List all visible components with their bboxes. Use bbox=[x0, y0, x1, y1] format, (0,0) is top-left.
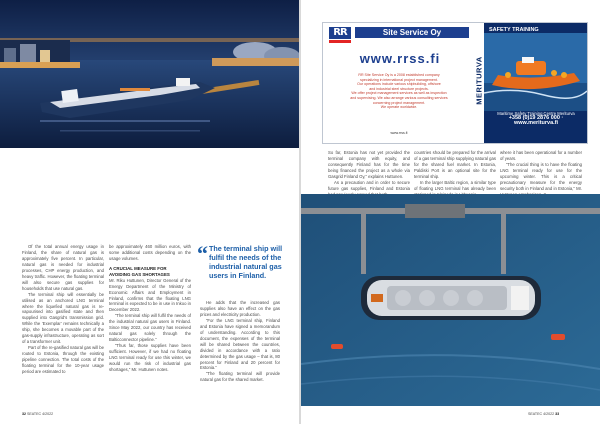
rr-logo-strip bbox=[329, 40, 351, 43]
paragraph: “The floating terminal will provide natural gas for the shared market. bbox=[200, 371, 280, 383]
pull-quote-text: The terminal ship will fulfil the needs of the industrial natural gas users in Finland. bbox=[209, 244, 283, 280]
lng-ship-aerial-photo bbox=[301, 194, 600, 406]
paragraph: Of the total annual energy usage in Finland, the share of natural gas is approximately five percent. In particular, natural gas is needed for industrial processes, CHP energy production, and heavy traffic. However, the floating terminal will also secure gas supplies for households that use natural gas. bbox=[22, 244, 104, 291]
paragraph: “The terminal ship will fulfil the needs of the industrial natural gas users in Finland. Since May 2022, our country has received natural gas solely through the Balticconnector pipeline.” bbox=[109, 313, 191, 343]
folio-right bbox=[528, 412, 559, 416]
paragraph: Mr. Riku Huttunen, Director General of the Energy Department of the Ministry of Economic Affairs and Employment in Finland, confirms that the floating LNG terminal is expected to be in use in Inkoo in December 2022. bbox=[109, 277, 191, 313]
paragraph: In the larger Baltic region, a similar type of floating LNG terminal has already been bbox=[414, 179, 496, 191]
safety-training-title: SAFETY TRAINING bbox=[489, 27, 539, 33]
paragraph: Part of the re-gasified natural gas will be routed to Estonia, through the existing pipeline connection. The total costs of the floating terminal for the 10-year usage period are estimated to bbox=[22, 345, 104, 375]
rr-site-service-ad bbox=[323, 23, 473, 143]
ad-desc-line: concerning project management. bbox=[372, 100, 426, 105]
meriturva-contact-name: Maritime Safety Training Centre Meriturva bbox=[497, 111, 575, 116]
rr-logo: RR bbox=[329, 27, 351, 39]
paragraph: He adds that the increased gas supplies also have an effect on the gas prices and electricity production. bbox=[200, 300, 280, 317]
subheading-line: AVOIDING GAS SHORTAGES bbox=[109, 271, 170, 277]
article-column-1 bbox=[22, 244, 104, 375]
rescue-boat-photo bbox=[484, 33, 587, 111]
article-column-top-1 bbox=[328, 150, 410, 198]
article-column-top-3 bbox=[500, 150, 582, 198]
paragraph: “Thus far, those supplies have been sufficient. However, if we had no floating LNG terminal ready for use this winter, we would run the risk of industrial gas shortages,” Mr. Huttunen notes. bbox=[109, 343, 191, 372]
paragraph: So far, Estonia has not yet provided the terminal company with equity, and consequently Finland has for the time being financed the project as a whole via Gasgrid Finland Oy,” explains Huttunen. bbox=[328, 150, 410, 179]
ad-description bbox=[329, 73, 469, 110]
ad-desc-line: We offer project management services as well as inspection bbox=[351, 91, 447, 96]
paragraph: be approximately 460 million euros, with some additional costs depending on the usage volumes. bbox=[109, 244, 191, 261]
paragraph: “The crucial thing is to have the floating LNG terminal ready for use for the upcoming winter. This is a critical precautionary measure for the energy security both in Finland and in Estonia,” Mr. bbox=[500, 161, 582, 191]
lng-terminal-night-photo bbox=[0, 0, 299, 148]
ad-company-name: Site Service Oy bbox=[355, 27, 469, 38]
folio-left bbox=[22, 412, 53, 416]
magazine-issue: SEATEC 4/2022 bbox=[528, 412, 555, 416]
article-column-top-2 bbox=[414, 150, 496, 198]
paragraph: “For the LNG terminal ship, Finland and Estonia have signed a memorandum of understanding. According to this document, the expenses of the terminal will be shared between the countries, divided in accordance with a ratio determined by the gas usage – that is, 80 percent for Finland and 20 percent for Estonia.” bbox=[200, 317, 280, 371]
meriturva-brand: MERITURVA bbox=[474, 56, 484, 105]
paragraph: countries should be prepared for the arrival of a gas terminal ship supplying natural gas for the shared fuel market. In Estonia, Paldiski Port is an optional site for the terminal ship. bbox=[414, 150, 496, 179]
quote-mark-icon: “ bbox=[197, 241, 208, 266]
subheading bbox=[109, 266, 191, 278]
ad-website[interactable]: www.rrss.fi bbox=[359, 51, 441, 66]
ad-desc-line: and industrial steel structure projects. bbox=[369, 86, 429, 91]
page-number: 32 bbox=[22, 412, 26, 416]
paragraph: where it has been operational for a number of years. bbox=[500, 150, 582, 161]
meriturva-contact bbox=[487, 111, 585, 127]
page-number: 33 bbox=[555, 412, 560, 416]
article-column-3 bbox=[200, 300, 280, 383]
meriturva-brand-strip bbox=[473, 23, 484, 143]
ad-desc-line: and supervising. We also arrange various consulting services bbox=[350, 95, 448, 100]
subheading-line: A CRUCIAL MEASURE FOR bbox=[109, 265, 167, 271]
ad-desc-line: Our operations include various shipbuilding, offshore bbox=[357, 82, 441, 87]
ad-desc-line: RR Site Service Oy is a 2008 established company bbox=[358, 73, 440, 77]
ad-desc-line: specializing in international project management. bbox=[360, 77, 438, 82]
magazine-issue: SEATEC 4/2022 bbox=[27, 412, 54, 416]
paragraph: The terminal ship will essentially be utilised as an anchored LNG terminal where the liquefied natural gas is re-vapourised into gasified state and then supplied into Gasgrid’s transmission grid. While the ‘Exemplar’ remains technically a ship, she becomes a movable part of the gas-supply infrastructure, operating as sort of a transformer unit. bbox=[22, 291, 104, 345]
paragraph: As a precaution and in order to secure future gas supplies, Finland and Estonia bbox=[328, 179, 410, 191]
meriturva-ad bbox=[473, 23, 587, 143]
advertisement bbox=[322, 22, 588, 144]
meriturva-phone[interactable]: +358 (0)19 2876 000 · www.meriturva.fi bbox=[508, 115, 564, 127]
article-column-2 bbox=[109, 244, 191, 373]
ad-footer-url: www.rrss.fi bbox=[390, 131, 408, 135]
ad-desc-line: We operate worldwide. bbox=[380, 105, 418, 110]
